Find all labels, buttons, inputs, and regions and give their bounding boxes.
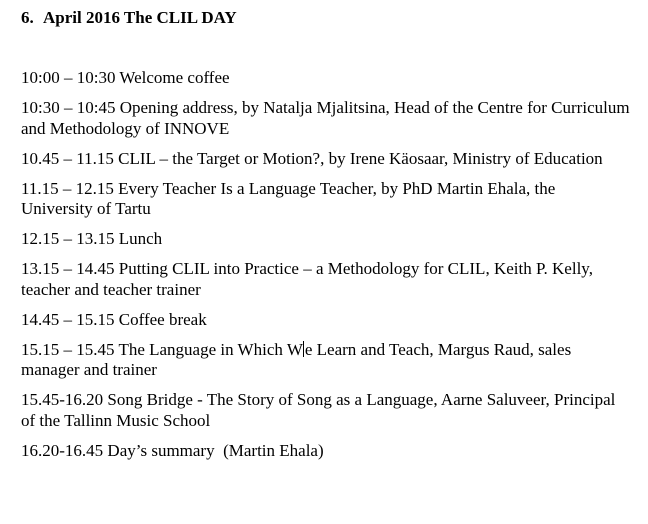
- schedule-item-every-teacher: 11.15 – 12.15 Every Teacher Is a Language Teacher, by PhD Martin Ehala, the University of Tartu: [21, 178, 560, 218]
- schedule-item-clil-practice: 13.15 – 14.45 Putting CLIL into Practice – a Methodology for CLIL, Keith P. Kelly, teacher and teacher trainer: [21, 259, 598, 299]
- page-title: [21, 8, 631, 28]
- schedule-item-language-we-learn: [21, 340, 631, 381]
- blank-line: [21, 28, 631, 68]
- schedule-item-days-summary: 16.20-16.45 Day’s summary (Martin Ehala): [21, 440, 324, 460]
- schedule-item-opening-address: 10:30 – 10:45 Opening address, by Natalja Mjalitsina, Head of the Centre for Curriculum and Methodology of INNOVE: [21, 98, 634, 138]
- entry-text-before-cursor: 15.15 – 15.45 The Language in Which W: [21, 339, 303, 359]
- heading-number: 6.: [21, 8, 34, 27]
- entry-text-after-cursor: e Learn and Teach, Margus Raud, sales manager and trainer: [21, 339, 576, 379]
- schedule-item-lunch: 12.15 – 13.15 Lunch: [21, 229, 163, 248]
- schedule-item-clil-target: 10.45 – 11.15 CLIL – the Target or Motion?, by Irene Käosaar, Ministry of Education: [21, 148, 603, 168]
- document-page[interactable]: [21, 8, 634, 471]
- schedule-item-song-bridge: 15.45-16.20 Song Bridge - The Story of Song as a Language, Aarne Saluveer, Principal of the Tallinn Music School: [21, 390, 620, 430]
- schedule-item-coffee-break: 14.45 – 15.15 Coffee break: [21, 309, 207, 329]
- schedule-item-welcome-coffee: 10:00 – 10:30 Welcome coffee: [21, 68, 230, 87]
- heading-text: April 2016 The CLIL DAY: [43, 8, 237, 27]
